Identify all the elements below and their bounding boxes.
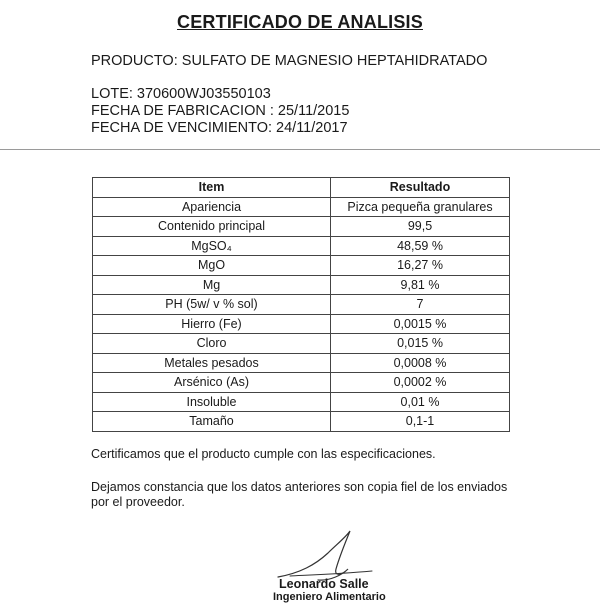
item-cell: Hierro (Fe) bbox=[93, 314, 331, 334]
item-cell: Cloro bbox=[93, 334, 331, 354]
result-cell: 0,01 % bbox=[331, 392, 510, 412]
item-cell: Metales pesados bbox=[93, 353, 331, 373]
table-row bbox=[93, 314, 510, 334]
item-cell: Insoluble bbox=[93, 392, 331, 412]
horizontal-rule bbox=[0, 149, 600, 150]
manufacture-date: FECHA DE FABRICACION : 25/11/2015 bbox=[91, 103, 350, 119]
table-row bbox=[93, 256, 510, 276]
record-statement: Dejamos constancia que los datos anteriores son copia fiel de los enviados por el proveedor. bbox=[91, 480, 508, 509]
result-cell: 0,0002 % bbox=[331, 373, 510, 393]
table-row bbox=[93, 236, 510, 256]
header-item: Item bbox=[93, 178, 331, 198]
product-line: PRODUCTO: SULFATO DE MAGNESIO HEPTAHIDRATADO bbox=[91, 53, 488, 69]
table-row bbox=[93, 373, 510, 393]
result-cell: 7 bbox=[331, 295, 510, 315]
result-cell: 0,0008 % bbox=[331, 353, 510, 373]
result-cell: 9,81 % bbox=[331, 275, 510, 295]
signer-name: Leonardo Salle bbox=[279, 577, 369, 591]
result-cell: 0,0015 % bbox=[331, 314, 510, 334]
table-row bbox=[93, 353, 510, 373]
table-row bbox=[93, 197, 510, 217]
expiry-date: FECHA DE VENCIMIENTO: 24/11/2017 bbox=[91, 120, 348, 136]
result-cell: 16,27 % bbox=[331, 256, 510, 276]
item-cell: Arsénico (As) bbox=[93, 373, 331, 393]
item-cell: Tamaño bbox=[93, 412, 331, 432]
result-cell: 0,015 % bbox=[331, 334, 510, 354]
signer-title: Ingeniero Alimentario bbox=[273, 591, 386, 603]
item-cell: Apariencia bbox=[93, 197, 331, 217]
lot-number: LOTE: 370600WJ03550103 bbox=[91, 86, 271, 102]
table-header-row bbox=[93, 178, 510, 198]
table-row bbox=[93, 392, 510, 412]
table-row bbox=[93, 334, 510, 354]
certification-statement: Certificamos que el producto cumple con las especificaciones. bbox=[91, 447, 436, 461]
item-cell: Mg bbox=[93, 275, 331, 295]
document-title: CERTIFICADO DE ANALISIS bbox=[177, 12, 423, 32]
table-row bbox=[93, 295, 510, 315]
table-row bbox=[93, 412, 510, 432]
item-cell: MgSO₄ bbox=[93, 236, 331, 256]
table-row bbox=[93, 275, 510, 295]
signature-scribble bbox=[270, 525, 390, 585]
results-table bbox=[92, 177, 510, 432]
result-cell: Pizca pequeña granulares bbox=[331, 197, 510, 217]
result-cell: 48,59 % bbox=[331, 236, 510, 256]
header-result: Resultado bbox=[331, 178, 510, 198]
result-cell: 0,1-1 bbox=[331, 412, 510, 432]
item-cell: MgO bbox=[93, 256, 331, 276]
result-cell: 99,5 bbox=[331, 217, 510, 237]
item-cell: Contenido principal bbox=[93, 217, 331, 237]
item-cell: PH (5w/ v % sol) bbox=[93, 295, 331, 315]
table-row bbox=[93, 217, 510, 237]
